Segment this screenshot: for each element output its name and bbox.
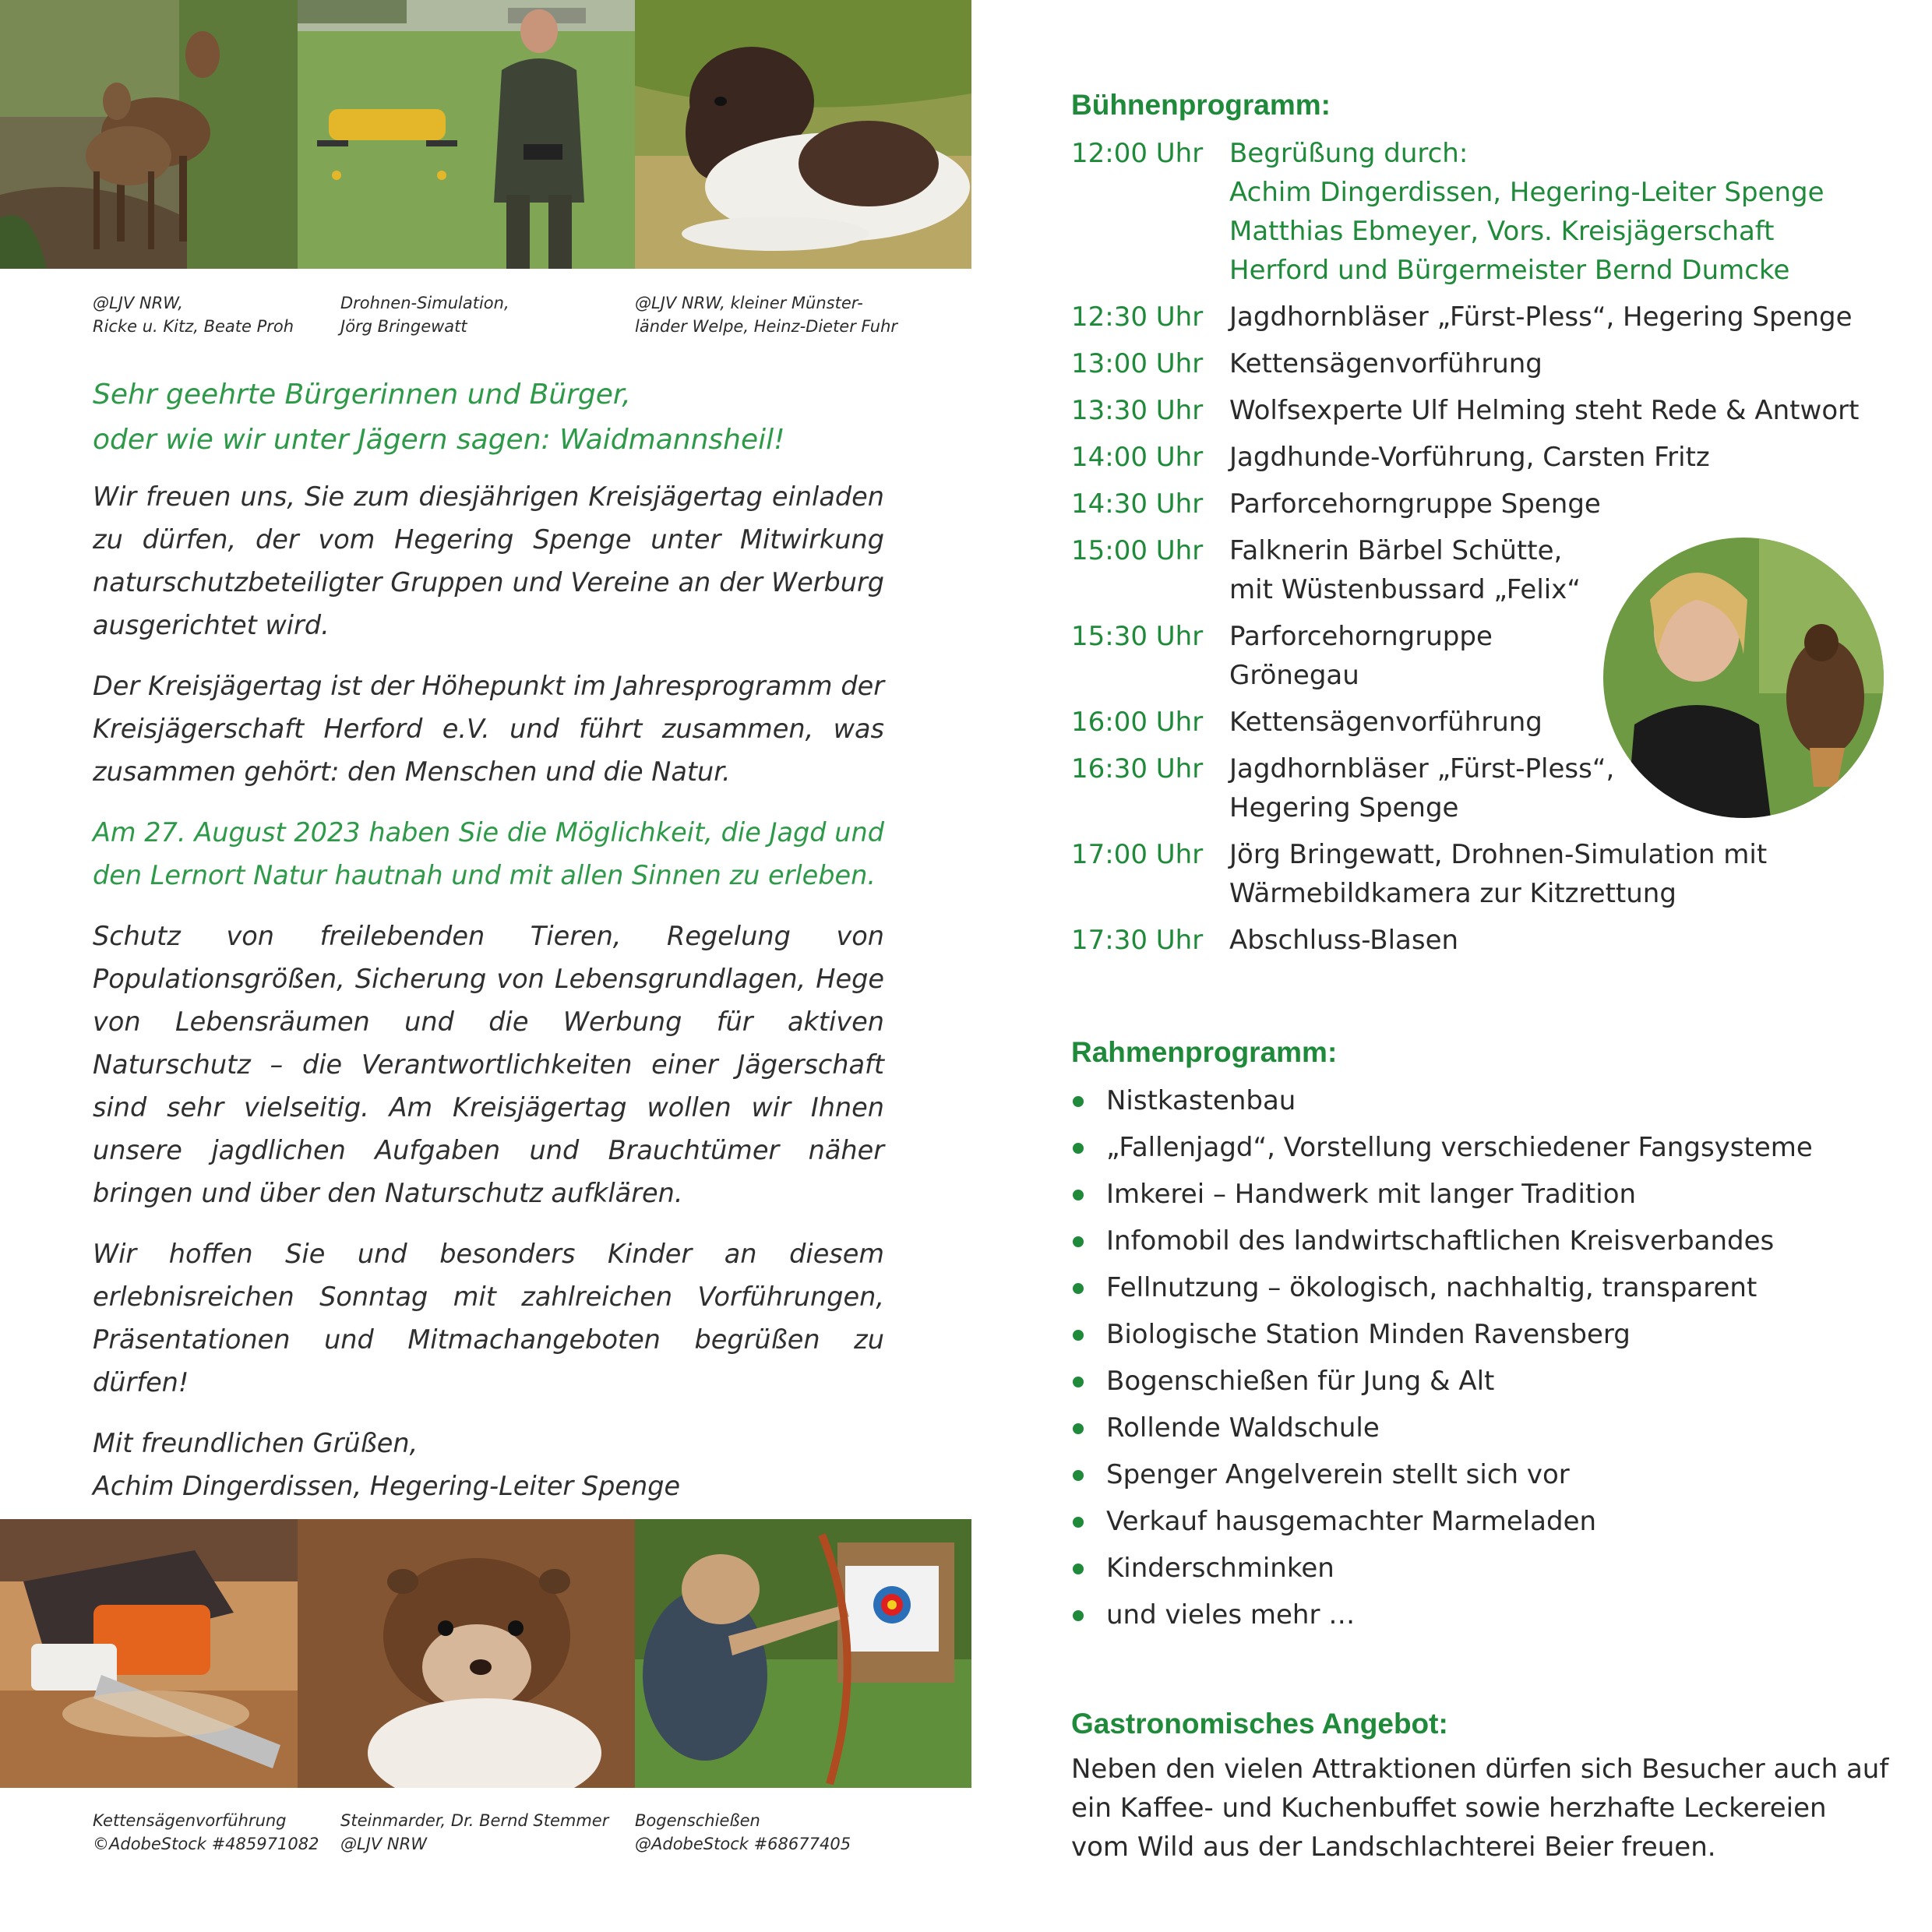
list-item: Bogenschießen für Jung & Alt (1071, 1362, 1897, 1408)
list-item: Infomobil des landwirtschaftlichen Kreisverbandes (1071, 1222, 1897, 1268)
letter-closing (93, 1422, 884, 1507)
schedule-activity: Jörg Bringewatt, Drohnen-Simulation mit Wärmebildkamera zur Kitzrettung (1229, 839, 1768, 909)
list-item: Biologische Station Minden Ravensberg (1071, 1315, 1897, 1362)
letter-closing-line-1: Mit freundlichen Grüßen, (93, 1428, 418, 1458)
schedule-activity: Kettensägenvorführung (1229, 707, 1542, 738)
photo-marten (298, 1519, 635, 1788)
gastronomy-description (1071, 1750, 1897, 1867)
schedule-row (1071, 344, 1881, 383)
photo-caption-drone: Drohnen-Simulation, Jörg Bringewatt (340, 294, 509, 336)
schedule-time: 12:00 Uhr (1071, 138, 1204, 169)
schedule-time: 12:30 Uhr (1071, 301, 1204, 333)
gastronomy-line-3: vom Wild aus der Landschlachterei Beier freuen. (1071, 1832, 1716, 1863)
schedule-row (1071, 921, 1881, 960)
list-item: Rollende Waldschule (1071, 1408, 1897, 1455)
photo-archery (635, 1519, 971, 1788)
schedule-time: 15:00 Uhr (1071, 535, 1204, 566)
list-item: Imkerei – Handwerk mit langer Tradition (1071, 1175, 1897, 1222)
photo-caption-chainsaw: Kettensägenvorführung ©AdobeStock #485971082 (93, 1811, 319, 1853)
schedule-activity: Jagdhunde-Vorführung, Carsten Fritz (1229, 442, 1710, 473)
heading-rahmenprogramm: Rahmenprogramm: (1071, 1036, 1338, 1068)
schedule-activity: Wolfsexperte Ulf Helming steht Rede & Antwort (1229, 395, 1860, 426)
schedule-activity: Abschluss-Blasen (1229, 925, 1459, 956)
schedule-activity: Jagdhornbläser „Fürst-Pless“, Hegering Spenge (1229, 301, 1853, 333)
schedule-time: 14:30 Uhr (1071, 488, 1204, 520)
list-item: und vieles mehr … (1071, 1595, 1897, 1642)
schedule-row (1071, 134, 1881, 290)
photo-drone (298, 0, 635, 269)
schedule-time: 17:30 Uhr (1071, 925, 1204, 956)
list-item: Fellnutzung – ökologisch, nachhaltig, transparent (1071, 1268, 1897, 1315)
schedule-activity: Begrüßung durch: Achim Dingerdissen, Hegering-Leiter Spenge Matthias Ebmeyer, Vors. Kreisjägerschaft Herford und Bürgermeister Bernd Dumcke (1229, 138, 1824, 286)
schedule-time: 16:00 Uhr (1071, 707, 1204, 738)
schedule-time: 17:00 Uhr (1071, 839, 1204, 870)
letter-greeting (93, 372, 884, 463)
supporting-program-list (1071, 1081, 1897, 1642)
photo-chainsaw (0, 1519, 298, 1788)
letter-greeting-line-2: oder wie wir unter Jägern sagen: Waidmannsheil! (93, 424, 785, 456)
heading-gastronomie: Gastronomisches Angebot: (1071, 1708, 1448, 1740)
list-item: Spenger Angelverein stellt sich vor (1071, 1455, 1897, 1502)
letter-paragraph-date: Am 27. August 2023 haben Sie die Möglichkeit, die Jagd und den Lernort Natur hautnah und mit allen Sinnen zu erleben. (93, 817, 884, 890)
welcome-letter (93, 372, 884, 1507)
gastronomy-line-2: ein Kaffee- und Kuchenbuffet sowie herzhafte Leckereien (1071, 1793, 1827, 1824)
letter-paragraph-1: Wir freuen uns, Sie zum diesjährigen Kreisjägertag einladen zu dürfen, der vom Hegering Spenge unter Mitwirkung naturschutzbeteiligter Gruppen und Vereine an der Werburg ausgerichtet wird. (93, 481, 884, 640)
portrait-falconer (1603, 538, 1884, 818)
letter-paragraph-2: Der Kreisjägertag ist der Höhepunkt im Jahresprogramm der Kreisjägerschaft Herford e.V. und führt zusammen, was zusammen gehört: den Menschen und die Natur. (93, 671, 884, 787)
schedule-time: 13:00 Uhr (1071, 348, 1204, 379)
schedule-activity: Parforcehorngruppe Spenge (1229, 488, 1601, 520)
photo-caption-puppy: @LJV NRW, kleiner Münster- länder Welpe, Heinz-Dieter Fuhr (635, 294, 898, 336)
schedule-time: 14:00 Uhr (1071, 442, 1204, 473)
schedule-time: 13:30 Uhr (1071, 395, 1204, 426)
letter-paragraph-5: Wir hoffen Sie und besonders Kinder an diesem erlebnisreichen Sonntag mit zahlreichen Vorführungen, Präsentationen und Mitmachangeboten begrüßen zu dürfen! (93, 1239, 884, 1398)
schedule-row (1071, 835, 1881, 913)
list-item: Nistkastenbau (1071, 1081, 1897, 1128)
photo-caption-marten: Steinmarder, Dr. Bernd Stemmer @LJV NRW (340, 1811, 609, 1853)
gastronomy-line-1: Neben den vielen Attraktionen dürfen sich Besucher auch auf (1071, 1754, 1889, 1785)
heading-buehnenprogramm: Bühnenprogramm: (1071, 89, 1331, 121)
letter-greeting-line-1: Sehr geehrte Bürgerinnen und Bürger, (93, 379, 631, 411)
schedule-time: 16:30 Uhr (1071, 753, 1204, 784)
schedule-activity: Falknerin Bärbel Schütte, mit Wüstenbussard „Felix“ (1229, 535, 1581, 605)
letter-signature: Achim Dingerdissen, Hegering-Leiter Spenge (93, 1471, 681, 1501)
schedule-activity: Jagdhornbläser „Fürst-Pless“, Hegering Spenge (1229, 753, 1615, 823)
schedule-time: 15:30 Uhr (1071, 621, 1204, 652)
schedule-row (1071, 438, 1881, 477)
schedule-row (1071, 391, 1881, 430)
list-item: Kinderschminken (1071, 1549, 1897, 1595)
schedule-row (1071, 485, 1881, 524)
list-item: „Fallenjagd“, Vorstellung verschiedener Fangsysteme (1071, 1128, 1897, 1175)
schedule-activity: Kettensägenvorführung (1229, 348, 1542, 379)
schedule-row (1071, 298, 1881, 337)
list-item: Verkauf hausgemachter Marmeladen (1071, 1502, 1897, 1549)
letter-paragraph-4: Schutz von freilebenden Tieren, Regelung von Populationsgrößen, Sicherung von Lebensgrundlagen, Hege von Lebensräumen und die Werbung für aktiven Naturschutz – die Verantwortlichkeiten einer Jägerschaft sind sehr vielseitig. Am Kreisjägertag wollen wir Ihnen unsere jagdlichen Aufgaben und Brauchtümer näher bringen und über den Naturschutz aufklären. (93, 921, 884, 1208)
photo-deer (0, 0, 298, 269)
photo-puppy (635, 0, 971, 269)
schedule-activity: Parforcehorngruppe Grönegau (1229, 621, 1493, 691)
photo-caption-deer: @LJV NRW, Ricke u. Kitz, Beate Proh (93, 294, 294, 336)
photo-caption-archery: Bogenschießen @AdobeStock #68677405 (635, 1811, 851, 1853)
